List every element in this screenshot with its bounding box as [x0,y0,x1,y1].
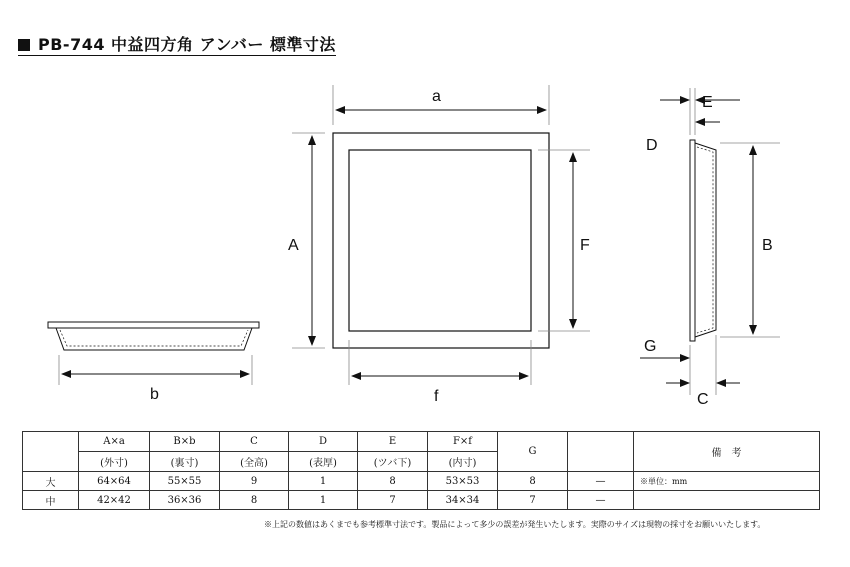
side-profile [48,322,259,350]
header-sub-cell: (表厚) [289,452,358,472]
label-C: C [697,391,709,408]
table-cell: 1 [289,472,358,491]
table-cell: — [568,491,634,510]
table-cell: 7 [498,491,568,510]
label-G: G [644,338,657,355]
header-sub-cell: (外寸) [79,452,150,472]
row-size-label: 中 [23,491,79,510]
table-row [23,491,820,510]
table-cell: 36×36 [150,491,220,510]
header-cell: E [358,432,428,452]
table-cell: 8 [498,472,568,491]
header-cell [568,432,634,472]
table-cell: 42×42 [79,491,150,510]
label-B: B [762,237,773,254]
spec-table [22,431,820,510]
table-cell: 9 [220,472,289,491]
table-cell: 53×53 [428,472,498,491]
title-text: PB-744 中益四方角 アンバー 標準寸法 [38,35,336,54]
row-size-label: 大 [23,472,79,491]
header-cell: C [220,432,289,452]
table-cell: 7 [358,491,428,510]
header-cell: A×a [79,432,150,452]
header-cell: D [289,432,358,452]
table-cell: 64×64 [79,472,150,491]
label-F: F [580,237,590,254]
footnote: ※上記の数値はあくまでも参考標準寸法です。製品によって多少の誤差が発生いたします。実際のサイズは現物の採寸をお願いいたします。 [264,520,766,529]
table-cell: 34×34 [428,491,498,510]
header-sub-cell: (裏寸) [150,452,220,472]
header-cell: B×b [150,432,220,452]
section-view [690,140,716,341]
front-view [333,133,549,348]
label-D: D [646,137,658,154]
label-A: A [288,237,299,254]
label-f: f [434,388,439,405]
remarks-cell: ※単位：mm [634,472,820,491]
table-cell: 55×55 [150,472,220,491]
header-sub-cell: (ツバ下) [358,452,428,472]
label-E: E [702,94,713,111]
table-header-row-1 [23,432,820,452]
table-cell: 1 [289,491,358,510]
table-cell: 8 [220,491,289,510]
header-sub-cell: (内寸) [428,452,498,472]
label-a: a [432,88,441,105]
label-b: b [150,386,159,403]
header-remarks-cell: 備 考 [634,432,820,472]
header-cell: F×f [428,432,498,452]
header-cell: G [498,432,568,472]
table-cell: 8 [358,472,428,491]
table-cell: — [568,472,634,491]
table-row [23,472,820,491]
remarks-cell [634,491,820,510]
header-size-cell [23,432,79,472]
header-sub-cell: (全高) [220,452,289,472]
